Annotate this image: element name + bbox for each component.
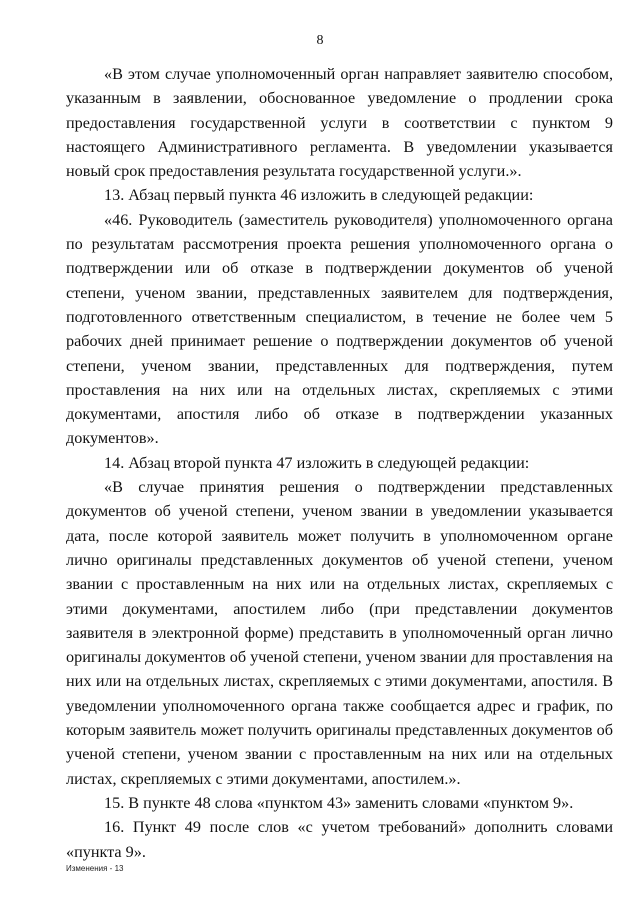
paragraph-notification: «В этом случае уполномоченный орган направляет заявителю способом, указанным в заявлении, обоснованное уведомление о продлении срока предоставления государственной услуги в соответствии с пунктом 9 настоящего Административного регламента. В уведомлении указывается новый срок предоставления результата государственной услуги.». xyxy=(66,65,613,181)
paragraph-item-14: 14. Абзац второй пункта 47 изложить в следующей редакции: xyxy=(104,453,530,472)
paragraph-item-13: 13. Абзац первый пункта 46 изложить в следующей редакции: xyxy=(104,186,534,205)
footer-label: Изменения - 13 xyxy=(66,864,124,873)
paragraph-item-16: 16. Пункт 49 после слов «с учетом требований» дополнить словами «пункта 9». xyxy=(66,818,613,861)
paragraph-item-47-text: «В случае принятия решения о подтверждении представленных документов об ученой степени, ученом звании в уведомлении указывается дата, после которой заявитель может получить в уполномоченном органе лично оригиналы представленных документов об ученой степени, ученом звании с проставленным на них или на отдельных листах, скрепляемых с этими документами, апостилем либо (при представлении документов заявителя в электронной форме) представить в уполномоченный орган лично оригиналы документов об ученой степени, ученом звании для проставления на них или на отдельных листах, скрепляемых с этими документами, апостиля. В уведомлении уполномоченного органа также сообщается адрес и график, по которым заявитель может получить оригиналы представленных документов об ученой степени, ученом звании с проставленным на них или на отдельных листах, скрепляемых с этими документами, апостилем.». xyxy=(66,478,613,788)
page-number: 8 xyxy=(316,33,324,48)
document-body xyxy=(66,62,613,864)
paragraph-item-15: 15. В пункте 48 слова «пунктом 43» заменить словами «пунктом 9». xyxy=(104,793,574,812)
paragraph-item-46-text: «46. Руководитель (заместитель руководителя) уполномоченного органа по результатам рассмотрения проекта решения уполномоченного органа о подтверждении или об отказе в подтверждении документов об ученой степени, ученом звании, представленных заявителем для подтверждения, подготовленного ответственным специалистом, в течение не более чем 5 рабочих дней принимает решение о подтверждении документов об ученой степени, ученом звании, представленных для подтверждения, путем проставления на них или на отдельных листах, скрепляемых с этими документами, апостиля либо об отказе в подтверждении указанных документов». xyxy=(66,210,613,448)
